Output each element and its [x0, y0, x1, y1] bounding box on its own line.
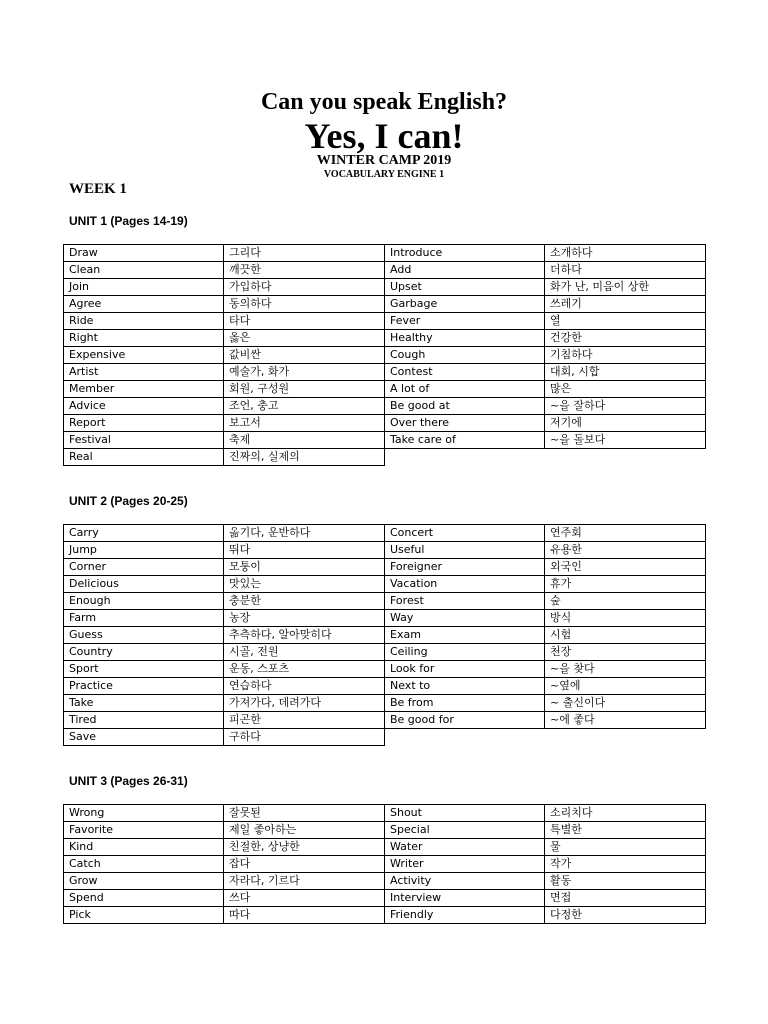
- english-word-cell: Report: [64, 415, 224, 432]
- english-word-cell: Guess: [64, 627, 224, 644]
- unit-1-table: [63, 244, 706, 466]
- english-word-cell: Vacation: [385, 576, 545, 593]
- english-word-cell: Member: [64, 381, 224, 398]
- korean-meaning-cell: 연습하다: [224, 678, 385, 695]
- english-word-cell: Enough: [64, 593, 224, 610]
- table-row: [64, 873, 706, 890]
- korean-meaning-cell: 건강한: [545, 330, 706, 347]
- korean-meaning-cell: 값비싼: [224, 347, 385, 364]
- korean-meaning-cell: 열: [545, 313, 706, 330]
- english-word-cell: Water: [385, 839, 545, 856]
- table-row: [64, 296, 706, 313]
- korean-meaning-cell: 특별한: [545, 822, 706, 839]
- korean-meaning-cell: 다정한: [545, 907, 706, 924]
- table-row: [64, 245, 706, 262]
- english-word-cell: Over there: [385, 415, 545, 432]
- english-word-cell: Farm: [64, 610, 224, 627]
- english-word-cell: Spend: [64, 890, 224, 907]
- korean-meaning-cell: 제일 좋아하는: [224, 822, 385, 839]
- korean-meaning-cell: 가져가다, 데려가다: [224, 695, 385, 712]
- english-word-cell: Jump: [64, 542, 224, 559]
- korean-meaning-cell: 조언, 충고: [224, 398, 385, 415]
- korean-meaning-cell: ~을 잘하다: [545, 398, 706, 415]
- english-word-cell: Be good at: [385, 398, 545, 415]
- korean-meaning-cell: 소리치다: [545, 805, 706, 822]
- table-row: [64, 856, 706, 873]
- english-word-cell: Way: [385, 610, 545, 627]
- korean-meaning-cell: 유용한: [545, 542, 706, 559]
- korean-meaning-cell: 잘못된: [224, 805, 385, 822]
- korean-meaning-cell: 더하다: [545, 262, 706, 279]
- empty-cell: [385, 449, 545, 466]
- korean-meaning-cell: 친절한, 상냥한: [224, 839, 385, 856]
- english-word-cell: Ceiling: [385, 644, 545, 661]
- table-row: [64, 525, 706, 542]
- english-word-cell: Interview: [385, 890, 545, 907]
- korean-meaning-cell: 소개하다: [545, 245, 706, 262]
- korean-meaning-cell: 옮기다, 운반하다: [224, 525, 385, 542]
- unit-3-table: [63, 804, 706, 924]
- korean-meaning-cell: 자라다, 기르다: [224, 873, 385, 890]
- korean-meaning-cell: 회원, 구성원: [224, 381, 385, 398]
- english-word-cell: Special: [385, 822, 545, 839]
- english-word-cell: Advice: [64, 398, 224, 415]
- english-word-cell: Festival: [64, 432, 224, 449]
- korean-meaning-cell: 기침하다: [545, 347, 706, 364]
- english-word-cell: Fever: [385, 313, 545, 330]
- english-word-cell: Sport: [64, 661, 224, 678]
- english-word-cell: Next to: [385, 678, 545, 695]
- table-row: [64, 890, 706, 907]
- english-word-cell: Healthy: [385, 330, 545, 347]
- korean-meaning-cell: 휴가: [545, 576, 706, 593]
- korean-meaning-cell: 쓰레기: [545, 296, 706, 313]
- table-row: [64, 576, 706, 593]
- korean-meaning-cell: 추측하다, 알아맞히다: [224, 627, 385, 644]
- subtitle-engine: VOCABULARY ENGINE 1: [323, 169, 445, 180]
- korean-meaning-cell: 천장: [545, 644, 706, 661]
- english-word-cell: Tired: [64, 712, 224, 729]
- english-word-cell: Useful: [385, 542, 545, 559]
- english-word-cell: Forest: [385, 593, 545, 610]
- korean-meaning-cell: 뛰다: [224, 542, 385, 559]
- korean-meaning-cell: 면접: [545, 890, 706, 907]
- table-row: [64, 381, 706, 398]
- korean-meaning-cell: ~에 좋다: [545, 712, 706, 729]
- week-heading: WEEK 1: [69, 181, 127, 197]
- korean-meaning-cell: ~옆에: [545, 678, 706, 695]
- table-row: [64, 822, 706, 839]
- english-word-cell: Join: [64, 279, 224, 296]
- english-word-cell: Delicious: [64, 576, 224, 593]
- english-word-cell: Writer: [385, 856, 545, 873]
- table-row: [64, 805, 706, 822]
- table-row: [64, 415, 706, 432]
- unit-2-title: UNIT 2 (Pages 20-25): [69, 494, 188, 508]
- english-word-cell: Cough: [385, 347, 545, 364]
- korean-meaning-cell: 모퉁이: [224, 559, 385, 576]
- english-word-cell: Add: [385, 262, 545, 279]
- korean-meaning-cell: 충분한: [224, 593, 385, 610]
- table-row: [64, 279, 706, 296]
- korean-meaning-cell: 시골, 전원: [224, 644, 385, 661]
- english-word-cell: Draw: [64, 245, 224, 262]
- korean-meaning-cell: 외국인: [545, 559, 706, 576]
- table-row: [64, 839, 706, 856]
- korean-meaning-cell: 보고서: [224, 415, 385, 432]
- korean-meaning-cell: 활동: [545, 873, 706, 890]
- english-word-cell: Grow: [64, 873, 224, 890]
- table-row: [64, 559, 706, 576]
- english-word-cell: Introduce: [385, 245, 545, 262]
- korean-meaning-cell: 저기에: [545, 415, 706, 432]
- english-word-cell: Practice: [64, 678, 224, 695]
- english-word-cell: Artist: [64, 364, 224, 381]
- korean-meaning-cell: ~을 돌보다: [545, 432, 706, 449]
- unit-3-title: UNIT 3 (Pages 26-31): [69, 774, 188, 788]
- table-row: [64, 593, 706, 610]
- table-row: [64, 729, 706, 746]
- english-word-cell: Contest: [385, 364, 545, 381]
- korean-meaning-cell: 피곤한: [224, 712, 385, 729]
- korean-meaning-cell: 동의하다: [224, 296, 385, 313]
- english-word-cell: Right: [64, 330, 224, 347]
- table-row: [64, 262, 706, 279]
- table-row: [64, 627, 706, 644]
- english-word-cell: Activity: [385, 873, 545, 890]
- english-word-cell: Real: [64, 449, 224, 466]
- table-row: [64, 610, 706, 627]
- table-row: [64, 907, 706, 924]
- korean-meaning-cell: 시험: [545, 627, 706, 644]
- table-row: [64, 644, 706, 661]
- table-row: [64, 712, 706, 729]
- korean-meaning-cell: 예술가, 화가: [224, 364, 385, 381]
- korean-meaning-cell: 화가 난, 미음이 상한: [545, 279, 706, 296]
- korean-meaning-cell: 작가: [545, 856, 706, 873]
- korean-meaning-cell: 대회, 시합: [545, 364, 706, 381]
- korean-meaning-cell: 물: [545, 839, 706, 856]
- korean-meaning-cell: 그리다: [224, 245, 385, 262]
- english-word-cell: Save: [64, 729, 224, 746]
- table-row: [64, 449, 706, 466]
- empty-cell: [385, 729, 545, 746]
- korean-meaning-cell: 구하다: [224, 729, 385, 746]
- english-word-cell: Carry: [64, 525, 224, 542]
- korean-meaning-cell: 가입하다: [224, 279, 385, 296]
- table-row: [64, 313, 706, 330]
- english-word-cell: Garbage: [385, 296, 545, 313]
- korean-meaning-cell: 축제: [224, 432, 385, 449]
- korean-meaning-cell: 쓰다: [224, 890, 385, 907]
- english-word-cell: Look for: [385, 661, 545, 678]
- korean-meaning-cell: 진짜의, 실제의: [224, 449, 385, 466]
- empty-cell: [545, 729, 706, 746]
- korean-meaning-cell: 옳은: [224, 330, 385, 347]
- empty-cell: [545, 449, 706, 466]
- table-row: [64, 432, 706, 449]
- english-word-cell: Concert: [385, 525, 545, 542]
- subtitle-camp: WINTER CAMP 2019: [316, 153, 452, 168]
- english-word-cell: Corner: [64, 559, 224, 576]
- table-row: [64, 678, 706, 695]
- english-word-cell: Exam: [385, 627, 545, 644]
- table-row: [64, 347, 706, 364]
- english-word-cell: Be from: [385, 695, 545, 712]
- english-word-cell: Expensive: [64, 347, 224, 364]
- english-word-cell: Country: [64, 644, 224, 661]
- english-word-cell: Take: [64, 695, 224, 712]
- korean-meaning-cell: 맛있는: [224, 576, 385, 593]
- unit-1-title: UNIT 1 (Pages 14-19): [69, 214, 188, 228]
- korean-meaning-cell: 운동, 스포츠: [224, 661, 385, 678]
- english-word-cell: Kind: [64, 839, 224, 856]
- korean-meaning-cell: 깨끗한: [224, 262, 385, 279]
- korean-meaning-cell: ~을 찾다: [545, 661, 706, 678]
- english-word-cell: Wrong: [64, 805, 224, 822]
- english-word-cell: Foreigner: [385, 559, 545, 576]
- table-row: [64, 661, 706, 678]
- table-row: [64, 364, 706, 381]
- korean-meaning-cell: 농장: [224, 610, 385, 627]
- title-answer: Yes, I can!: [304, 116, 464, 156]
- english-word-cell: Favorite: [64, 822, 224, 839]
- korean-meaning-cell: 많은: [545, 381, 706, 398]
- table-row: [64, 398, 706, 415]
- korean-meaning-cell: 따다: [224, 907, 385, 924]
- title-question: Can you speak English?: [260, 89, 508, 115]
- english-word-cell: A lot of: [385, 381, 545, 398]
- english-word-cell: Ride: [64, 313, 224, 330]
- korean-meaning-cell: 잡다: [224, 856, 385, 873]
- korean-meaning-cell: 타다: [224, 313, 385, 330]
- english-word-cell: Shout: [385, 805, 545, 822]
- english-word-cell: Friendly: [385, 907, 545, 924]
- korean-meaning-cell: 방식: [545, 610, 706, 627]
- korean-meaning-cell: 연주회: [545, 525, 706, 542]
- table-row: [64, 330, 706, 347]
- table-row: [64, 695, 706, 712]
- table-row: [64, 542, 706, 559]
- korean-meaning-cell: 숲: [545, 593, 706, 610]
- unit-2-table: [63, 524, 706, 746]
- english-word-cell: Agree: [64, 296, 224, 313]
- english-word-cell: Be good for: [385, 712, 545, 729]
- english-word-cell: Take care of: [385, 432, 545, 449]
- english-word-cell: Upset: [385, 279, 545, 296]
- english-word-cell: Pick: [64, 907, 224, 924]
- english-word-cell: Clean: [64, 262, 224, 279]
- english-word-cell: Catch: [64, 856, 224, 873]
- korean-meaning-cell: ~ 출신이다: [545, 695, 706, 712]
